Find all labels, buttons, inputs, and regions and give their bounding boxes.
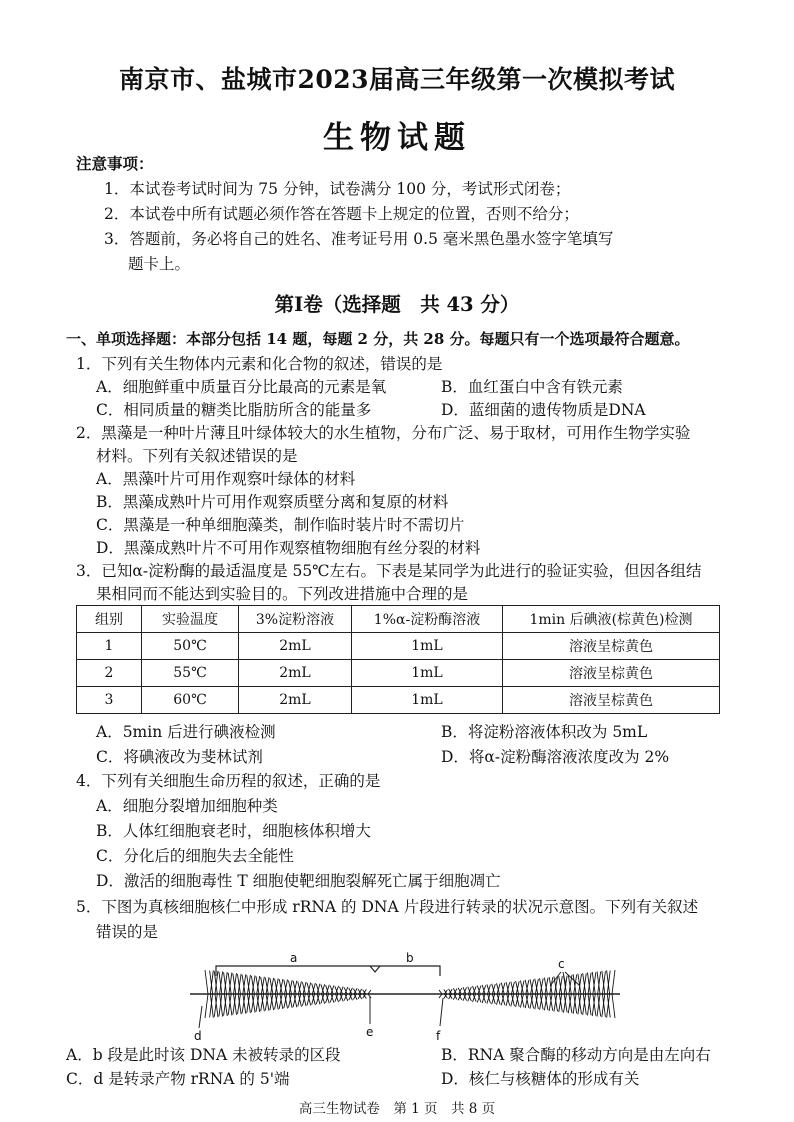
table-cell: 50℃ (142, 633, 239, 660)
q1-option-b: B．血红蛋白中含有铁元素 (441, 378, 623, 396)
q1-stem: 1．下列有关生物体内元素和化合物的叙述，错误的是 (76, 355, 443, 373)
notice-item-1: 1．本试卷考试时间为 75 分钟，试卷满分 100 分，考试形式闭卷； (104, 180, 571, 198)
label-f: f (436, 1029, 441, 1043)
table-cell: 2mL (239, 633, 352, 660)
q4-option-d: D．激活的细胞毒性 T 细胞使靶细胞裂解死亡属于细胞凋亡 (96, 872, 501, 890)
part-heading: 一、单项选择题：本部分包括 14 题，每题 2 分，共 28 分。每题只有一个选项最符合题意。 (66, 330, 690, 348)
q1-option-d: D．蓝细菌的遗传物质是DNA (441, 401, 646, 419)
table-row (77, 660, 720, 687)
bracket-divider (370, 966, 380, 972)
table-header: 1%α-淀粉酶溶液 (352, 606, 503, 633)
table-cell: 55℃ (142, 660, 239, 687)
table-cell: 1mL (352, 633, 503, 660)
q3-option-c: C．将碘液改为斐林试剂 (96, 748, 263, 766)
q2-stem-1: 2．黑藻是一种叶片薄且叶绿体较大的水生植物，分布广泛、易于取材，可用作生物学实验 (76, 424, 691, 442)
pointer-d (199, 1006, 202, 1028)
q4-option-b: B．人体红细胞衰老时，细胞核体积增大 (96, 822, 371, 840)
q2-stem-2: 材料。下列有关叙述错误的是 (96, 447, 298, 465)
q3-stem-1: 3．已知α-淀粉酶的最适温度是 55℃左右。下表是某同学为此进行的验证实验，但因各组结 (76, 562, 702, 580)
table-header: 实验温度 (142, 606, 239, 633)
label-a: a (290, 951, 298, 965)
notice-item-3: 3．答题前，务必将自己的姓名、准考证号用 0.5 毫米黑色墨水签字笔填写 (104, 230, 614, 248)
table-row (77, 687, 720, 714)
pointer-f (440, 998, 443, 1026)
q3-option-a: A．5min 后进行碘液检测 (96, 723, 276, 741)
table-header: 组别 (77, 606, 142, 633)
bracket-ab (216, 966, 440, 976)
rrna-strand (612, 994, 615, 1018)
label-e: e (366, 1025, 374, 1039)
q2-option-a: A．黑藻叶片可用作观察叶绿体的材料 (96, 470, 356, 488)
q3-option-d: D．将α-淀粉酶溶液浓度改为 2% (441, 748, 670, 766)
q4-stem: 4．下列有关细胞生命历程的叙述，正确的是 (76, 772, 381, 790)
rrna-strand (205, 994, 208, 1018)
q3-option-b: B．将淀粉溶液体积改为 5mL (441, 723, 648, 741)
table-cell: 2mL (239, 687, 352, 714)
q5-option-b: B．RNA 聚合酶的移动方向是由左向右 (441, 1046, 711, 1064)
table-cell: 1mL (352, 687, 503, 714)
q5-option-c: C．d 是转录产物 rRNA 的 5'端 (66, 1070, 290, 1088)
table-row (77, 633, 720, 660)
q1-option-c: C．相同质量的糖类比脂肪所含的能量多 (96, 401, 372, 419)
label-d: d (194, 1029, 202, 1043)
notice-heading: 注意事项： (76, 154, 154, 173)
q4-option-a: A．细胞分裂增加细胞种类 (96, 797, 278, 815)
q3-table (76, 605, 720, 714)
exam-title: 南京市、盐城市2023届高三年级第一次模拟考试 (118, 65, 676, 94)
table-cell: 溶液呈棕黄色 (503, 633, 720, 660)
q5-option-d: D．核仁与核糖体的形成有关 (441, 1070, 640, 1088)
q2-option-d: D．黑藻成熟叶片不可用作观察植物细胞有丝分裂的材料 (96, 539, 481, 557)
table-cell: 溶液呈棕黄色 (503, 660, 720, 687)
notice-item-3-cont: 题卡上。 (128, 255, 191, 273)
table-cell: 1 (77, 633, 142, 660)
q2-option-c: C．黑藻是一种单细胞藻类，制作临时装片时不需切片 (96, 516, 465, 534)
table-header: 1min 后碘液(棕黄色)检测 (503, 606, 720, 633)
table-header-row (77, 606, 720, 633)
q1-option-a: A．细胞鲜重中质量百分比最高的元素是氧 (96, 378, 387, 396)
table-cell: 溶液呈棕黄色 (503, 687, 720, 714)
table-cell: 1mL (352, 660, 503, 687)
q5-stem-1: 5．下图为真核细胞核仁中形成 rRNA 的 DNA 片段进行转录的状况示意图。下列有关叙述 (76, 898, 699, 916)
table-cell: 60℃ (142, 687, 239, 714)
label-c: c (558, 957, 565, 971)
q3-stem-2: 果相同而不能达到实验目的。下列改进措施中合理的是 (96, 585, 469, 603)
q4-option-c: C．分化后的细胞失去全能性 (96, 847, 294, 865)
page-footer: 高三生物试卷 第 1 页 共 8 页 (298, 1101, 496, 1117)
table-cell: 2 (77, 660, 142, 687)
table-header: 3%淀粉溶液 (239, 606, 352, 633)
subject-title: 生物试题 (323, 120, 471, 156)
table-cell: 2mL (239, 660, 352, 687)
q5-stem-2: 错误的是 (96, 923, 159, 941)
label-b: b (406, 951, 414, 965)
table-cell: 3 (77, 687, 142, 714)
rrna-strand (612, 970, 615, 994)
notice-item-2: 2．本试卷中所有试题必须作答在答题卡上规定的位置，否则不给分； (104, 205, 579, 223)
rrna-strand (205, 970, 208, 994)
q2-option-b: B．黑藻成熟叶片可用作观察质壁分离和复原的材料 (96, 493, 449, 511)
section-title: 第Ⅰ卷（选择题 共 43 分） (274, 293, 520, 316)
transcription-diagram (180, 948, 620, 1044)
q5-option-a: A．b 段是此时该 DNA 未被转录的区段 (66, 1046, 341, 1064)
